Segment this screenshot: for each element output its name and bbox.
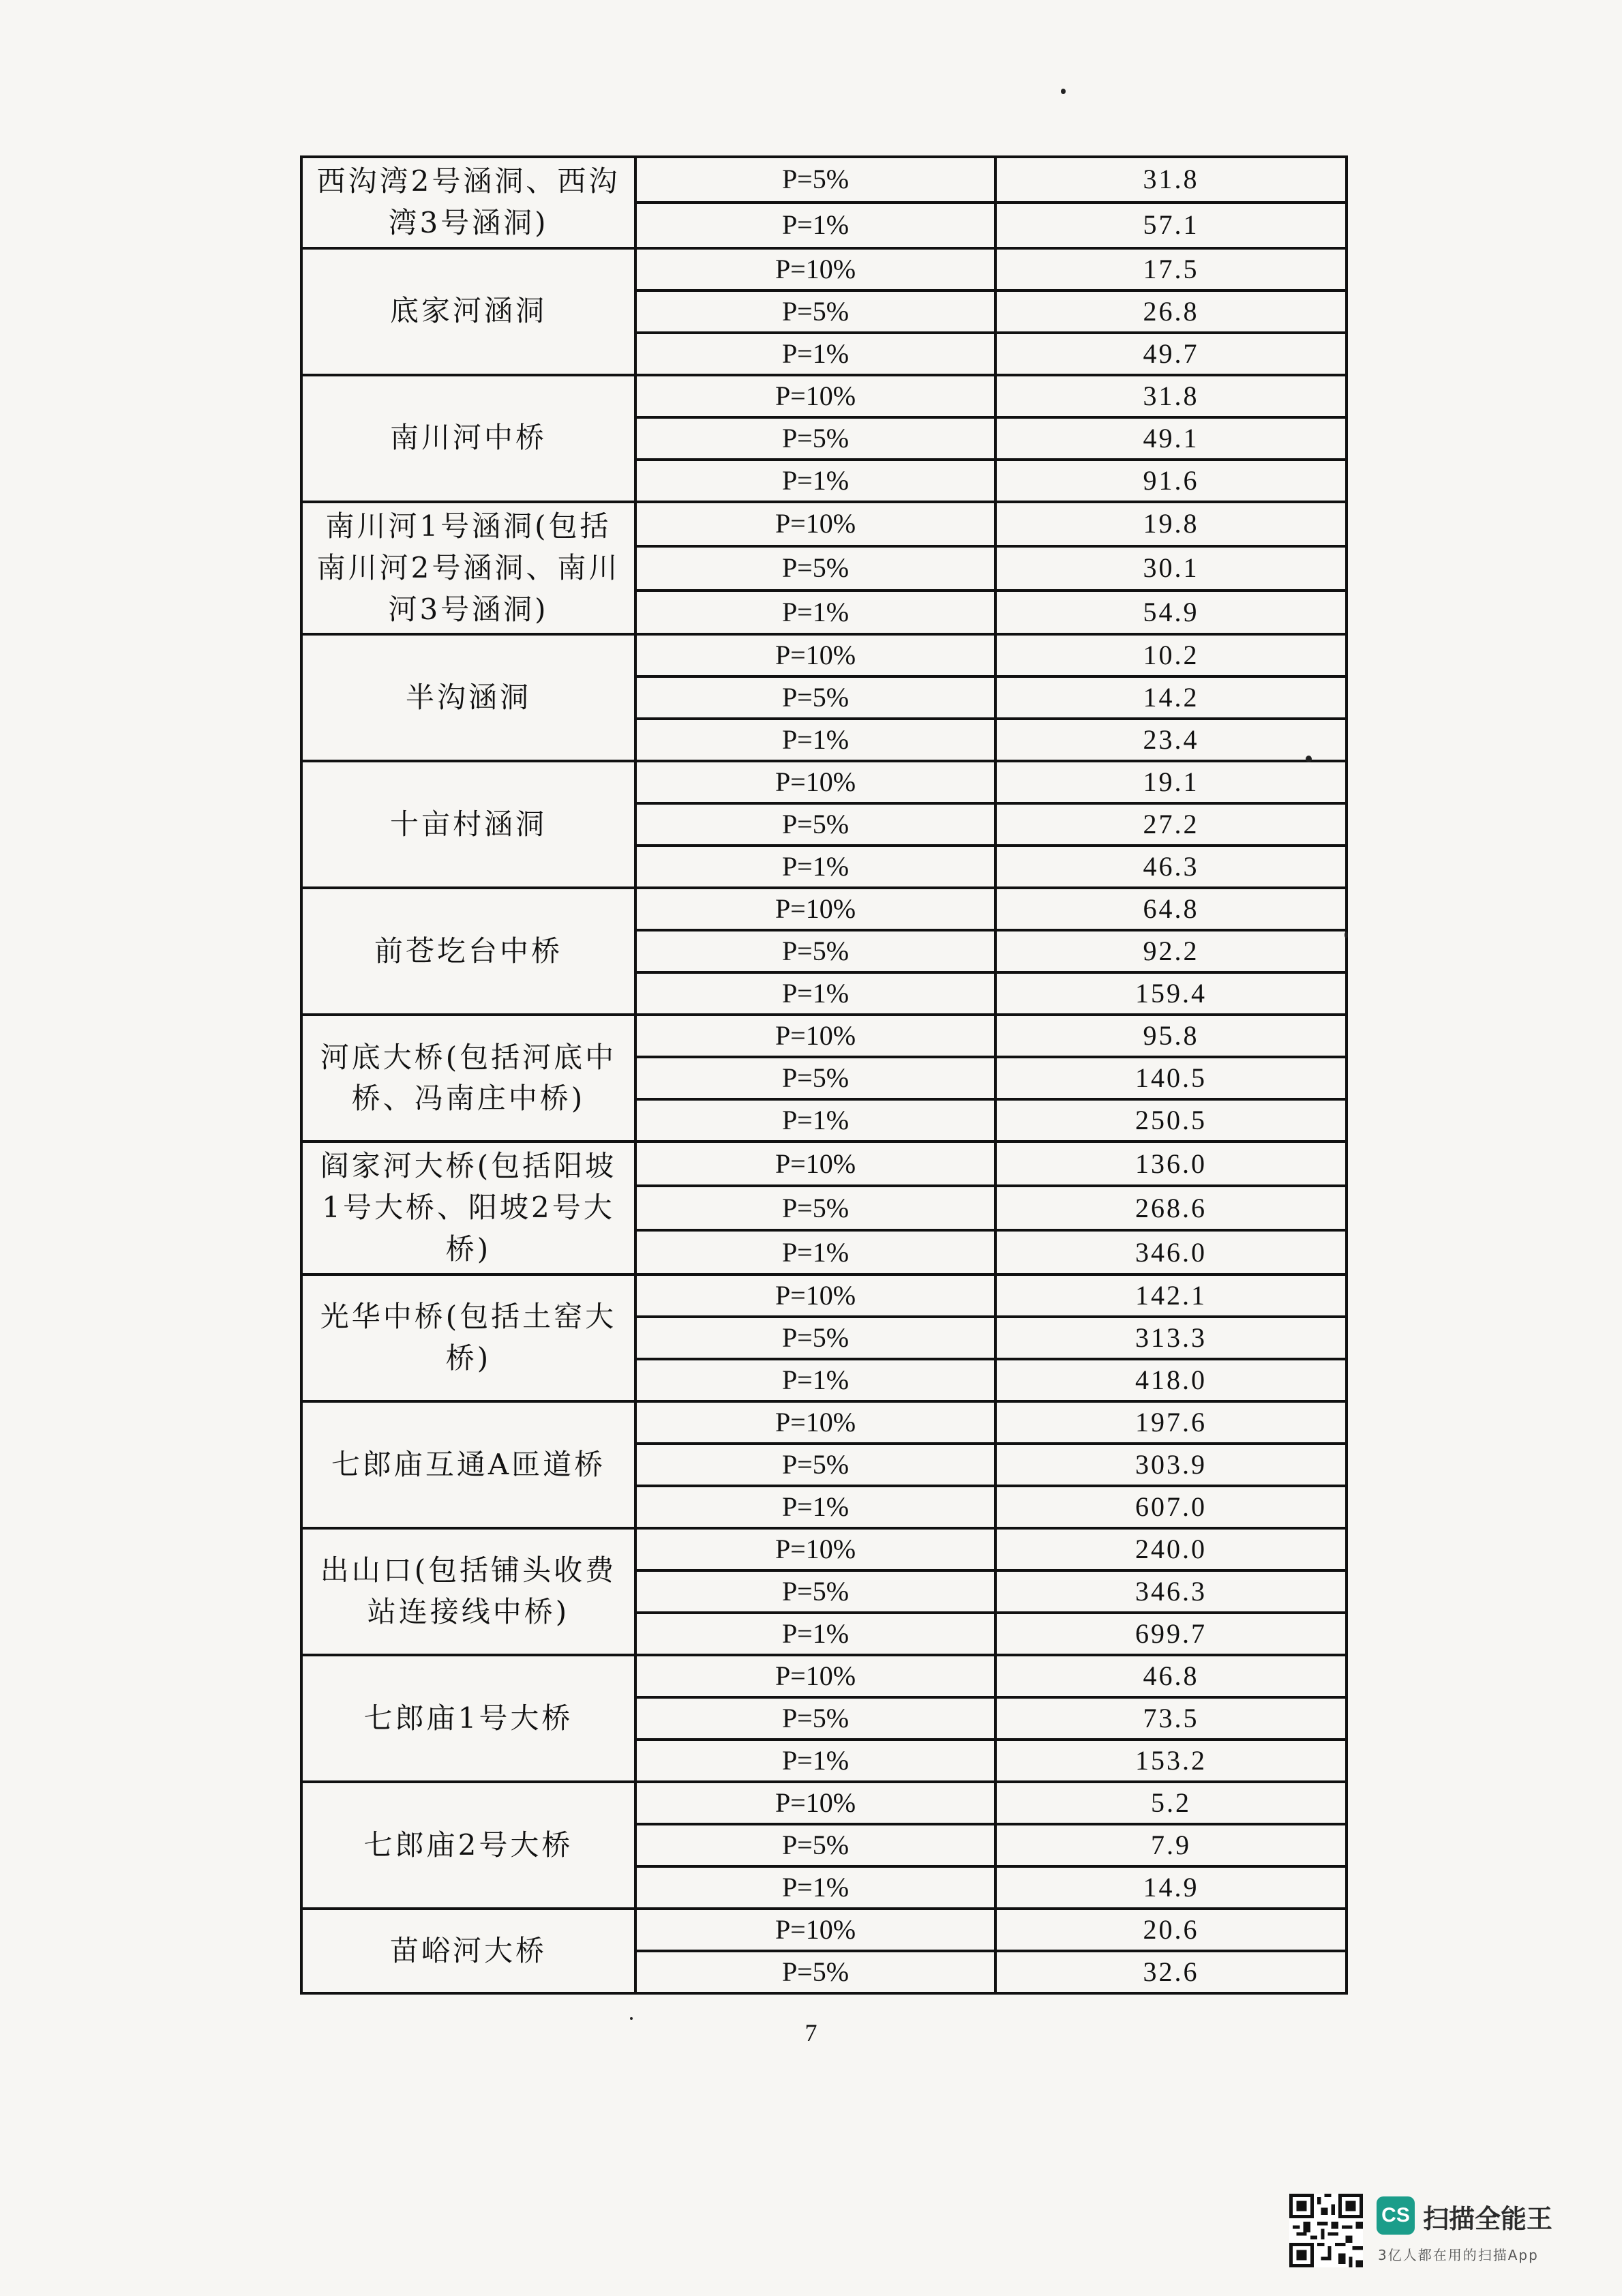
structure-name-cell: 苗峪河大桥 bbox=[301, 1909, 635, 1993]
frequency-cell: P=1% bbox=[635, 1359, 995, 1401]
flow-value-cell: 17.5 bbox=[995, 248, 1347, 290]
scan-speck bbox=[1345, 931, 1348, 938]
flow-value-cell: 57.1 bbox=[995, 203, 1347, 248]
frequency-cell: P=10% bbox=[635, 1401, 995, 1444]
flow-value-cell: 699.7 bbox=[995, 1613, 1347, 1655]
flow-value-cell: 10.2 bbox=[995, 634, 1347, 676]
flow-value-cell: 19.1 bbox=[995, 761, 1347, 803]
structure-name-cell: 七郎庙1号大桥 bbox=[301, 1655, 635, 1782]
table-row bbox=[301, 761, 1347, 803]
frequency-cell: P=10% bbox=[635, 1655, 995, 1697]
frequency-cell: P=10% bbox=[635, 1782, 995, 1824]
flow-value-cell: 91.6 bbox=[995, 460, 1347, 502]
flow-value-cell: 26.8 bbox=[995, 290, 1347, 333]
flow-value-cell: 46.8 bbox=[995, 1655, 1347, 1697]
frequency-cell: P=5% bbox=[635, 1824, 995, 1866]
flow-value-cell: 142.1 bbox=[995, 1274, 1347, 1317]
frequency-cell: P=5% bbox=[635, 1697, 995, 1740]
frequency-cell: P=1% bbox=[635, 1099, 995, 1142]
structure-name-cell: 光华中桥(包括土窑大桥) bbox=[301, 1274, 635, 1401]
frequency-cell: P=10% bbox=[635, 1015, 995, 1057]
frequency-cell: P=5% bbox=[635, 417, 995, 460]
flow-value-cell: 153.2 bbox=[995, 1740, 1347, 1782]
frequency-cell: P=10% bbox=[635, 1528, 995, 1570]
flow-value-cell: 73.5 bbox=[995, 1697, 1347, 1740]
frequency-cell: P=10% bbox=[635, 634, 995, 676]
structure-name-cell: 半沟涵洞 bbox=[301, 634, 635, 761]
structure-name-cell: 底家河涵洞 bbox=[301, 248, 635, 375]
table-row bbox=[301, 1274, 1347, 1317]
frequency-cell: P=1% bbox=[635, 1230, 995, 1274]
structure-name-cell: 七郎庙互通A匝道桥 bbox=[301, 1401, 635, 1528]
flow-value-cell: 197.6 bbox=[995, 1401, 1347, 1444]
frequency-cell: P=1% bbox=[635, 972, 995, 1015]
frequency-cell: P=5% bbox=[635, 290, 995, 333]
frequency-cell: P=1% bbox=[635, 1613, 995, 1655]
flow-value-cell: 250.5 bbox=[995, 1099, 1347, 1142]
table-row bbox=[301, 888, 1347, 930]
flow-value-cell: 136.0 bbox=[995, 1142, 1347, 1186]
table-row bbox=[301, 375, 1347, 417]
frequency-cell: P=1% bbox=[635, 1486, 995, 1528]
frequency-cell: P=1% bbox=[635, 333, 995, 375]
frequency-cell: P=10% bbox=[635, 888, 995, 930]
flow-value-cell: 64.8 bbox=[995, 888, 1347, 930]
flow-value-cell: 19.8 bbox=[995, 502, 1347, 546]
flow-value-cell: 14.9 bbox=[995, 1866, 1347, 1909]
frequency-cell: P=1% bbox=[635, 1740, 995, 1782]
frequency-cell: P=5% bbox=[635, 1186, 995, 1230]
flow-value-cell: 14.2 bbox=[995, 676, 1347, 719]
flow-value-cell: 46.3 bbox=[995, 846, 1347, 888]
table-row bbox=[301, 248, 1347, 290]
frequency-cell: P=5% bbox=[635, 1444, 995, 1486]
frequency-cell: P=5% bbox=[635, 1951, 995, 1993]
flow-value-cell: 32.6 bbox=[995, 1951, 1347, 1993]
frequency-cell: P=10% bbox=[635, 1142, 995, 1186]
flow-value-cell: 7.9 bbox=[995, 1824, 1347, 1866]
table-row bbox=[301, 1142, 1347, 1186]
structure-name-cell: 出山口(包括铺头收费站连接线中桥) bbox=[301, 1528, 635, 1655]
flow-value-cell: 92.2 bbox=[995, 930, 1347, 972]
frequency-cell: P=1% bbox=[635, 460, 995, 502]
flow-value-cell: 31.8 bbox=[995, 157, 1347, 203]
flow-value-cell: 20.6 bbox=[995, 1909, 1347, 1951]
structure-name-cell: 西沟湾2号涵洞、西沟湾3号涵洞) bbox=[301, 157, 635, 248]
frequency-cell: P=5% bbox=[635, 930, 995, 972]
table-row bbox=[301, 1655, 1347, 1697]
flow-value-cell: 30.1 bbox=[995, 546, 1347, 591]
camscanner-logo: CS bbox=[1377, 2196, 1415, 2235]
scanner-watermark bbox=[1289, 2194, 1596, 2269]
frequency-cell: P=1% bbox=[635, 591, 995, 635]
flow-value-cell: 49.7 bbox=[995, 333, 1347, 375]
frequency-cell: P=5% bbox=[635, 803, 995, 846]
flow-value-cell: 346.0 bbox=[995, 1230, 1347, 1274]
table-row bbox=[301, 1401, 1347, 1444]
flow-value-cell: 240.0 bbox=[995, 1528, 1347, 1570]
frequency-cell: P=10% bbox=[635, 1274, 995, 1317]
frequency-cell: P=10% bbox=[635, 761, 995, 803]
flow-value-cell: 5.2 bbox=[995, 1782, 1347, 1824]
flow-value-cell: 27.2 bbox=[995, 803, 1347, 846]
frequency-cell: P=10% bbox=[635, 248, 995, 290]
table-row bbox=[301, 634, 1347, 676]
structure-name-cell: 阎家河大桥(包括阳坡1号大桥、阳坡2号大桥) bbox=[301, 1142, 635, 1274]
flow-value-cell: 159.4 bbox=[995, 972, 1347, 1015]
frequency-cell: P=5% bbox=[635, 1317, 995, 1359]
frequency-cell: P=1% bbox=[635, 846, 995, 888]
flow-value-cell: 313.3 bbox=[995, 1317, 1347, 1359]
frequency-cell: P=10% bbox=[635, 375, 995, 417]
structure-name-cell: 河底大桥(包括河底中桥、冯南庄中桥) bbox=[301, 1015, 635, 1142]
frequency-cell: P=5% bbox=[635, 1057, 995, 1099]
frequency-cell: P=1% bbox=[635, 719, 995, 761]
flow-value-cell: 607.0 bbox=[995, 1486, 1347, 1528]
table-row bbox=[301, 1528, 1347, 1570]
flow-value-cell: 303.9 bbox=[995, 1444, 1347, 1486]
table-row bbox=[301, 157, 1347, 203]
flow-value-cell: 31.8 bbox=[995, 375, 1347, 417]
scan-speck bbox=[630, 2017, 633, 2020]
structure-name-cell: 南川河中桥 bbox=[301, 375, 635, 502]
frequency-cell: P=5% bbox=[635, 546, 995, 591]
hydrology-table-container bbox=[300, 155, 1345, 1995]
flow-value-cell: 268.6 bbox=[995, 1186, 1347, 1230]
frequency-cell: P=1% bbox=[635, 203, 995, 248]
structure-name-cell: 七郎庙2号大桥 bbox=[301, 1782, 635, 1909]
flow-value-cell: 54.9 bbox=[995, 591, 1347, 635]
table-row bbox=[301, 1782, 1347, 1824]
table-row bbox=[301, 502, 1347, 546]
flow-value-cell: 346.3 bbox=[995, 1570, 1347, 1613]
qr-code-icon bbox=[1289, 2194, 1363, 2267]
structure-name-cell: 十亩村涵洞 bbox=[301, 761, 635, 888]
frequency-cell: P=10% bbox=[635, 1909, 995, 1951]
table-row bbox=[301, 1015, 1347, 1057]
flow-value-cell: 49.1 bbox=[995, 417, 1347, 460]
scan-speck bbox=[1061, 89, 1066, 94]
structure-name-cell: 前苍圪台中桥 bbox=[301, 888, 635, 1015]
frequency-cell: P=5% bbox=[635, 1570, 995, 1613]
flow-value-cell: 95.8 bbox=[995, 1015, 1347, 1057]
structure-name-cell: 南川河1号涵洞(包括南川河2号涵洞、南川河3号涵洞) bbox=[301, 502, 635, 635]
flow-value-cell: 418.0 bbox=[995, 1359, 1347, 1401]
flow-value-cell: 23.4 bbox=[995, 719, 1347, 761]
frequency-cell: P=1% bbox=[635, 1866, 995, 1909]
scan-speck bbox=[1306, 756, 1312, 762]
frequency-cell: P=5% bbox=[635, 676, 995, 719]
table-row bbox=[301, 1909, 1347, 1951]
page-number: 7 bbox=[805, 2019, 817, 2046]
flood-flow-table bbox=[300, 155, 1348, 1995]
flow-value-cell: 140.5 bbox=[995, 1057, 1347, 1099]
frequency-cell: P=10% bbox=[635, 502, 995, 546]
watermark-title: 扫描全能王 bbox=[1423, 2204, 1553, 2234]
frequency-cell: P=5% bbox=[635, 157, 995, 203]
watermark-subtitle: 3亿人都在用的扫描App bbox=[1378, 2247, 1539, 2263]
